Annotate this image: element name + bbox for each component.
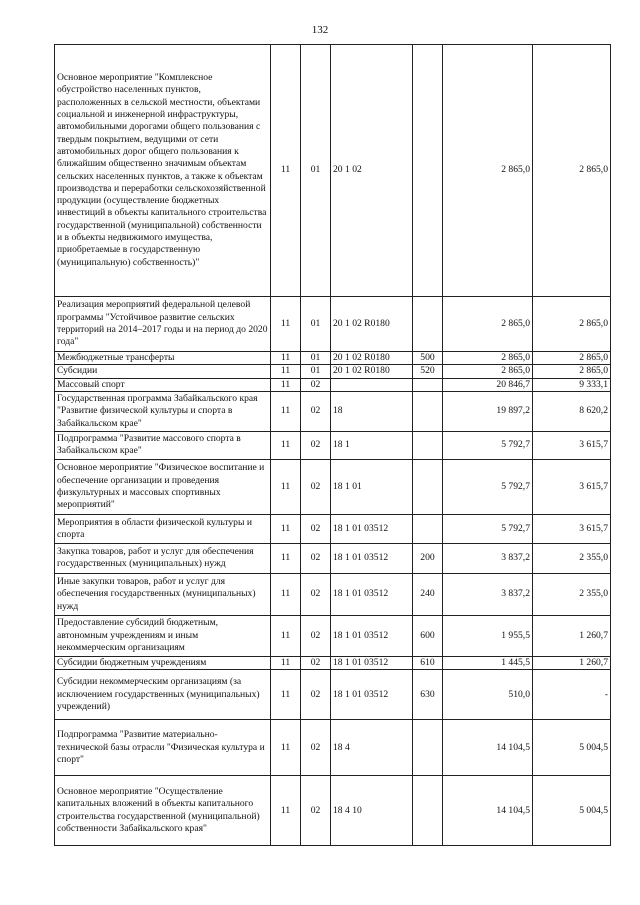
row-amount-1: 2 865,0 (443, 45, 533, 297)
row-expense-type: 200 (413, 543, 443, 573)
row-section: 11 (271, 543, 301, 573)
row-name: Государственная программа Забайкальского края "Развитие физической культуры и спорта в Забайкальском крае" (55, 391, 271, 431)
row-subsection: 02 (301, 391, 331, 431)
row-name: Субсидии некоммерческим организациям (за исключением государственных (муниципальных) учреждений) (55, 670, 271, 720)
row-subsection: 02 (301, 720, 331, 776)
row-amount-1: 1 445,5 (443, 656, 533, 669)
row-amount-2: 3 615,7 (533, 431, 611, 459)
row-expense-type (413, 431, 443, 459)
row-section: 11 (271, 514, 301, 543)
table-row (55, 776, 611, 846)
table-row (55, 45, 611, 297)
row-expense-type: 240 (413, 573, 443, 615)
row-section: 11 (271, 365, 301, 378)
row-target-code: 18 4 10 (331, 776, 413, 846)
row-target-code: 18 1 01 03512 (331, 615, 413, 656)
row-amount-1: 2 865,0 (443, 352, 533, 365)
table-row (55, 615, 611, 656)
row-section: 11 (271, 776, 301, 846)
row-amount-2: - (533, 670, 611, 720)
row-section: 11 (271, 391, 301, 431)
row-subsection: 02 (301, 459, 331, 514)
row-section: 11 (271, 720, 301, 776)
row-section: 11 (271, 45, 301, 297)
budget-table (54, 44, 611, 846)
table-row (55, 459, 611, 514)
row-expense-type (413, 297, 443, 352)
row-amount-1: 5 792,7 (443, 431, 533, 459)
row-section: 11 (271, 573, 301, 615)
row-name: Подпрограмма "Развитие материально-технической базы отрасли "Физическая культура и спорт" (55, 720, 271, 776)
row-target-code: 20 1 02 (331, 45, 413, 297)
row-expense-type (413, 720, 443, 776)
row-amount-2: 9 333,1 (533, 378, 611, 391)
page-number: 132 (311, 24, 329, 36)
row-section: 11 (271, 431, 301, 459)
row-section: 11 (271, 615, 301, 656)
row-expense-type: 600 (413, 615, 443, 656)
row-subsection: 02 (301, 656, 331, 669)
row-amount-2: 2 355,0 (533, 573, 611, 615)
row-subsection: 02 (301, 543, 331, 573)
table-row (55, 365, 611, 378)
table-row (55, 720, 611, 776)
row-amount-2: 3 615,7 (533, 459, 611, 514)
row-expense-type: 610 (413, 656, 443, 669)
row-amount-2: 2 865,0 (533, 352, 611, 365)
row-name: Субсидии (55, 365, 271, 378)
table-row (55, 297, 611, 352)
row-expense-type (413, 45, 443, 297)
table-row (55, 431, 611, 459)
row-expense-type (413, 378, 443, 391)
table-row (55, 378, 611, 391)
row-name: Основное мероприятие "Комплексное обустройство населенных пунктов, расположенных в сельской местности, объектами социальной и инженерной инфраструктуры, автомобильными дорогами общего пользования с твердым покрытием, ведущими от сети автомобильных дорог общего пользования к ближайшим общественно значимым объектам сельских населенных пунктов, а также к объектам производства и переработки сельскохозяйственной продукции (осуществление бюджетных инвестиций в объекты капитального строительства государственной (муниципальной) собственности и в объекты недвижимого имущества, приобретаемые в государственную (муниципальную) собственность)" (55, 45, 271, 297)
row-subsection: 01 (301, 297, 331, 352)
row-amount-1: 20 846,7 (443, 378, 533, 391)
table-row (55, 391, 611, 431)
row-expense-type: 500 (413, 352, 443, 365)
row-subsection: 01 (301, 45, 331, 297)
row-name: Мероприятия в области физической культуры и спорта (55, 514, 271, 543)
row-target-code: 18 1 01 03512 (331, 670, 413, 720)
row-amount-1: 14 104,5 (443, 720, 533, 776)
row-expense-type (413, 391, 443, 431)
row-subsection: 01 (301, 352, 331, 365)
row-amount-2: 2 355,0 (533, 543, 611, 573)
row-expense-type (413, 776, 443, 846)
row-expense-type (413, 459, 443, 514)
row-target-code: 18 1 01 03512 (331, 573, 413, 615)
table-row (55, 543, 611, 573)
row-amount-2: 2 865,0 (533, 365, 611, 378)
row-section: 11 (271, 656, 301, 669)
row-name: Субсидии бюджетным учреждениям (55, 656, 271, 669)
row-section: 11 (271, 670, 301, 720)
row-target-code (331, 378, 413, 391)
row-name: Предоставление субсидий бюджетным, автономным учреждениям и иным некоммерческим организациям (55, 615, 271, 656)
table-row (55, 656, 611, 669)
row-subsection: 02 (301, 615, 331, 656)
row-amount-1: 5 792,7 (443, 514, 533, 543)
row-expense-type: 630 (413, 670, 443, 720)
row-section: 11 (271, 378, 301, 391)
table-row (55, 352, 611, 365)
row-section: 11 (271, 352, 301, 365)
row-subsection: 02 (301, 573, 331, 615)
row-subsection: 02 (301, 514, 331, 543)
row-subsection: 02 (301, 378, 331, 391)
row-target-code: 18 1 01 03512 (331, 656, 413, 669)
row-amount-1: 1 955,5 (443, 615, 533, 656)
row-target-code: 18 1 01 03512 (331, 514, 413, 543)
row-amount-2: 2 865,0 (533, 297, 611, 352)
row-target-code: 20 1 02 R0180 (331, 352, 413, 365)
row-name: Массовый спорт (55, 378, 271, 391)
row-subsection: 02 (301, 670, 331, 720)
row-target-code: 18 1 01 03512 (331, 543, 413, 573)
row-amount-1: 2 865,0 (443, 365, 533, 378)
row-target-code: 18 1 (331, 431, 413, 459)
table-row (55, 514, 611, 543)
row-expense-type: 520 (413, 365, 443, 378)
row-amount-2: 8 620,2 (533, 391, 611, 431)
row-amount-2: 5 004,5 (533, 720, 611, 776)
row-target-code: 18 1 01 (331, 459, 413, 514)
row-subsection: 02 (301, 776, 331, 846)
row-amount-1: 510,0 (443, 670, 533, 720)
row-name: Межбюджетные трансферты (55, 352, 271, 365)
row-name: Реализация мероприятий федеральной целевой программы "Устойчивое развитие сельских территорий на 2014–2017 годы и на период до 2020 года" (55, 297, 271, 352)
row-subsection: 02 (301, 431, 331, 459)
row-target-code: 18 4 (331, 720, 413, 776)
row-amount-1: 3 837,2 (443, 573, 533, 615)
row-section: 11 (271, 297, 301, 352)
row-amount-2: 3 615,7 (533, 514, 611, 543)
row-name: Основное мероприятие "Физическое воспитание и обеспечение организации и проведения физкультурных и массовых спортивных мероприятий" (55, 459, 271, 514)
row-amount-1: 19 897,2 (443, 391, 533, 431)
row-amount-1: 14 104,5 (443, 776, 533, 846)
row-amount-1: 5 792,7 (443, 459, 533, 514)
row-name: Подпрограмма "Развитие массового спорта в Забайкальском крае" (55, 431, 271, 459)
row-amount-2: 2 865,0 (533, 45, 611, 297)
row-expense-type (413, 514, 443, 543)
row-name: Основное мероприятие "Осуществление капитальных вложений в объекты капитального строительства государственной (муниципальной) собственности Забайкальского края" (55, 776, 271, 846)
row-amount-1: 3 837,2 (443, 543, 533, 573)
row-name: Закупка товаров, работ и услуг для обеспечения государственных (муниципальных) нужд (55, 543, 271, 573)
row-amount-1: 2 865,0 (443, 297, 533, 352)
table-row (55, 670, 611, 720)
row-amount-2: 5 004,5 (533, 776, 611, 846)
row-subsection: 01 (301, 365, 331, 378)
row-target-code: 20 1 02 R0180 (331, 297, 413, 352)
row-amount-2: 1 260,7 (533, 615, 611, 656)
table-row (55, 573, 611, 615)
row-target-code: 18 (331, 391, 413, 431)
row-name: Иные закупки товаров, работ и услуг для обеспечения государственных (муниципальных) нужд (55, 573, 271, 615)
row-section: 11 (271, 459, 301, 514)
row-amount-2: 1 260,7 (533, 656, 611, 669)
row-target-code: 20 1 02 R0180 (331, 365, 413, 378)
